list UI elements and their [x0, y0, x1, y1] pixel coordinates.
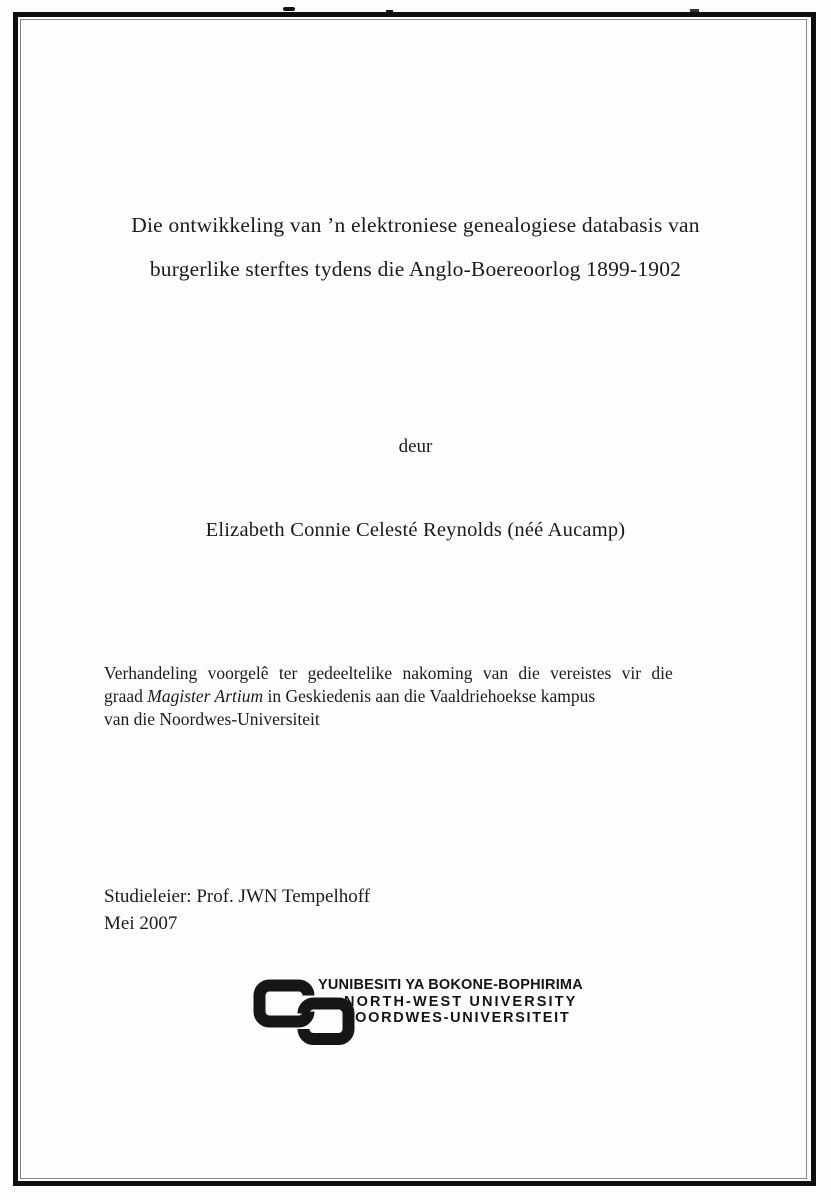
supervisor-line: Studieleier: Prof. JWN Tempelhoff: [104, 886, 371, 907]
byline: deur: [398, 436, 433, 457]
thesis-title-line-1: Die ontwikkeling van ’n elektroniese genealogiese databasis van: [131, 213, 700, 237]
thesis-title-line-2: burgerlike sterftes tydens die Anglo-Boereoorlog 1899-1902: [149, 257, 682, 281]
statement-line-1: Verhandeling voorgelê ter gedeeltelike nakoming van die vereistes vir die: [104, 663, 673, 683]
date-line: Mei 2007: [104, 913, 178, 934]
author-name: Elizabeth Connie Celesté Reynolds (néé Aucamp): [205, 519, 626, 541]
degree-name: Magister Artium: [147, 686, 264, 706]
statement-line-2-post: in Geskiedenis aan die Vaaldriehoekse kampus: [263, 686, 596, 706]
logo-text-setswana: YUNIBESITI YA BOKONE-BOPHIRIMA: [318, 977, 583, 993]
scan-speck: [386, 10, 393, 12]
scan-speck: [690, 9, 699, 12]
thesis-statement: [104, 662, 744, 731]
statement-line-2: [104, 685, 744, 708]
thesis-title: [30, 203, 801, 291]
logo-text-afrikaans: NOORDWES-UNIVERSITEIT: [343, 1010, 571, 1026]
statement-line-3: van die Noordwes-Universiteit: [104, 709, 320, 729]
university-logo-text: [318, 977, 583, 1027]
statement-line-2-pre: graad: [104, 686, 148, 706]
logo-text-english: NORTH-WEST UNIVERSITY: [344, 993, 578, 1010]
scan-speck: [283, 7, 295, 11]
